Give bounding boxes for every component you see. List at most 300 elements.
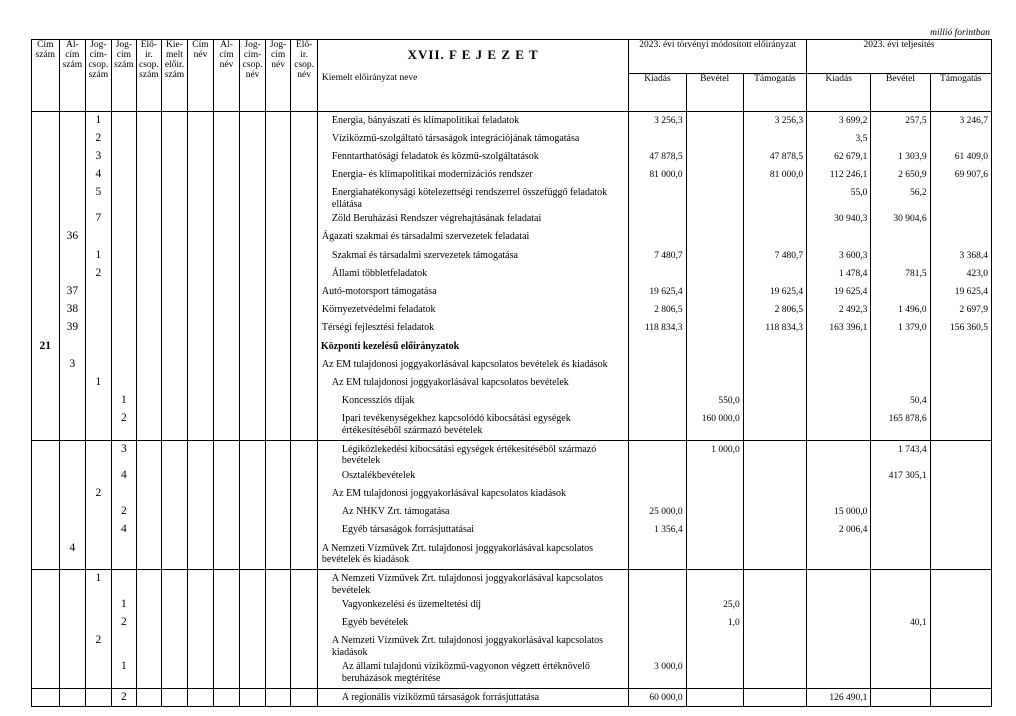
code-c1 bbox=[32, 247, 60, 265]
code-c1 bbox=[32, 210, 60, 228]
tamogatas-2023-telj bbox=[930, 410, 991, 440]
code-c3 bbox=[86, 658, 112, 688]
code-c5 bbox=[137, 166, 162, 184]
row-name: Térségi fejlesztési feladatok bbox=[317, 319, 628, 337]
name-code-cell bbox=[188, 570, 214, 597]
name-code-cell bbox=[188, 614, 214, 632]
bevetel-2023-mod bbox=[686, 228, 743, 246]
code-c3: 1 bbox=[86, 570, 112, 597]
name-code-cell bbox=[291, 184, 318, 210]
row-name: Központi kezelésű előirányzatok bbox=[317, 338, 628, 356]
tamogatas-2023-telj: 3 246,7 bbox=[930, 112, 991, 130]
code-c3 bbox=[86, 540, 112, 570]
table-row bbox=[32, 570, 992, 597]
tamogatas-2023-mod bbox=[743, 485, 806, 503]
name-code-cell bbox=[291, 319, 318, 337]
bevetel-2023-mod bbox=[686, 247, 743, 265]
name-code-cell bbox=[213, 112, 240, 130]
bevetel-2023-mod bbox=[686, 521, 743, 539]
name-code-cell bbox=[213, 130, 240, 148]
row-name: A Nemzeti Vízművek Zrt. tulajdonosi joggyakorlásával kapcsolatos kiadások bbox=[317, 632, 628, 658]
table-row bbox=[32, 148, 992, 166]
name-code-cell bbox=[291, 166, 318, 184]
name-code-cell bbox=[188, 228, 214, 246]
code-c4 bbox=[111, 356, 137, 374]
code-c3: 3 bbox=[86, 148, 112, 166]
row-name: Energia, bányászati és klímapolitikai feladatok bbox=[317, 112, 628, 130]
code-c1 bbox=[32, 112, 60, 130]
table-row bbox=[32, 166, 992, 184]
name-code-cell bbox=[240, 688, 266, 706]
bevetel-2023-telj: 1 496,0 bbox=[871, 301, 930, 319]
table-row bbox=[32, 467, 992, 485]
name-code-cell bbox=[240, 184, 266, 210]
bevetel-2023-telj: 417 305,1 bbox=[871, 467, 930, 485]
code-c5 bbox=[137, 467, 162, 485]
kiadas-2023-telj: 55,0 bbox=[807, 184, 871, 210]
kiadas-2023-mod: 1 356,4 bbox=[629, 521, 686, 539]
name-code-cell bbox=[291, 130, 318, 148]
code-c6 bbox=[161, 540, 188, 570]
kiadas-2023-mod: 25 000,0 bbox=[629, 503, 686, 521]
name-code-cell bbox=[213, 392, 240, 410]
code-c1 bbox=[32, 658, 60, 688]
name-code-cell bbox=[213, 540, 240, 570]
code-c6 bbox=[161, 410, 188, 440]
name-code-cell bbox=[291, 374, 318, 392]
kiadas-2023-mod bbox=[629, 467, 686, 485]
kiadas-2023-mod: 47 878,5 bbox=[629, 148, 686, 166]
kiadas-2023-mod bbox=[629, 356, 686, 374]
col-eloircsop: Elő-ir. csop. szám bbox=[137, 40, 162, 112]
col-jogcimcsop: Jog-cím-csop. szám bbox=[86, 40, 112, 112]
header-row-1 bbox=[32, 40, 992, 74]
name-code-cell bbox=[291, 485, 318, 503]
code-c6 bbox=[161, 658, 188, 688]
tamogatas-2023-mod bbox=[743, 130, 806, 148]
table-row bbox=[32, 356, 992, 374]
kiadas-2023-telj: 1 478,4 bbox=[807, 265, 871, 283]
code-c6 bbox=[161, 596, 188, 614]
kiadas-2023-mod bbox=[629, 614, 686, 632]
row-name: Az állami tulajdonú víziközmű-vagyonon végzett értéknövelő beruházások megtérítése bbox=[317, 658, 628, 688]
row-name: Légiközlekedési kibocsátási egységek értékesítéséből származó bevételek bbox=[317, 440, 628, 467]
name-code-cell bbox=[213, 614, 240, 632]
kiadas-2023-mod bbox=[629, 570, 686, 597]
code-c1 bbox=[32, 503, 60, 521]
name-code-cell bbox=[265, 184, 291, 210]
tamogatas-2023-mod bbox=[743, 392, 806, 410]
name-code-cell bbox=[240, 540, 266, 570]
tamogatas-2023-telj bbox=[930, 503, 991, 521]
kiadas-2023-telj bbox=[807, 540, 871, 570]
name-code-cell bbox=[265, 319, 291, 337]
bevetel-2023-mod bbox=[686, 688, 743, 706]
name-code-cell bbox=[265, 658, 291, 688]
tamogatas-2023-mod bbox=[743, 228, 806, 246]
name-code-cell bbox=[213, 265, 240, 283]
name-code-cell bbox=[188, 374, 214, 392]
name-code-cell bbox=[188, 503, 214, 521]
code-c2 bbox=[59, 148, 86, 166]
kiadas-2023-telj: 15 000,0 bbox=[807, 503, 871, 521]
table-row bbox=[32, 540, 992, 570]
name-code-cell bbox=[213, 319, 240, 337]
code-c3 bbox=[86, 688, 112, 706]
code-c5 bbox=[137, 503, 162, 521]
table-row bbox=[32, 338, 992, 356]
tamogatas-2023-mod: 81 000,0 bbox=[743, 166, 806, 184]
code-c1 bbox=[32, 632, 60, 658]
code-c1 bbox=[32, 130, 60, 148]
bevetel-2023-telj bbox=[871, 570, 930, 597]
code-c4: 3 bbox=[111, 440, 137, 467]
name-code-cell bbox=[265, 283, 291, 301]
bevetel-2023-telj bbox=[871, 658, 930, 688]
code-c2 bbox=[59, 410, 86, 440]
code-c3: 2 bbox=[86, 632, 112, 658]
name-code-cell bbox=[240, 658, 266, 688]
code-c2 bbox=[59, 688, 86, 706]
code-c5 bbox=[137, 210, 162, 228]
row-name: Energia- és klímapolitikai modernizációs rendszer bbox=[317, 166, 628, 184]
row-name: Fenntarthatósági feladatok és közmű-szolgáltatások bbox=[317, 148, 628, 166]
code-c3 bbox=[86, 283, 112, 301]
code-c4 bbox=[111, 570, 137, 597]
code-c2: 36 bbox=[59, 228, 86, 246]
bevetel-2023-telj: 40,1 bbox=[871, 614, 930, 632]
code-c3 bbox=[86, 521, 112, 539]
name-code-cell bbox=[240, 228, 266, 246]
bevetel-2023-mod: 1,0 bbox=[686, 614, 743, 632]
code-c6 bbox=[161, 374, 188, 392]
bevetel-2023-telj: 2 650,9 bbox=[871, 166, 930, 184]
tamogatas-2023-telj bbox=[930, 440, 991, 467]
code-c2 bbox=[59, 247, 86, 265]
bevetel-2023-mod bbox=[686, 301, 743, 319]
bevetel-2023-telj: 1 379,0 bbox=[871, 319, 930, 337]
code-c1 bbox=[32, 485, 60, 503]
code-c5 bbox=[137, 570, 162, 597]
code-c2: 3 bbox=[59, 356, 86, 374]
row-name: Az NHKV Zrt. támogatása bbox=[317, 503, 628, 521]
tamogatas-2023-mod bbox=[743, 632, 806, 658]
code-c2 bbox=[59, 112, 86, 130]
row-name: A regionális víziközmű társaságok forrásjuttatása bbox=[317, 688, 628, 706]
name-code-cell bbox=[213, 338, 240, 356]
tamogatas-2023-telj: 69 907,6 bbox=[930, 166, 991, 184]
code-c4 bbox=[111, 301, 137, 319]
col-bevetel-1: Bevétel bbox=[686, 73, 743, 112]
code-c1: 21 bbox=[32, 338, 60, 356]
name-code-cell bbox=[188, 210, 214, 228]
code-c3 bbox=[86, 440, 112, 467]
code-c3 bbox=[86, 503, 112, 521]
kiadas-2023-telj bbox=[807, 356, 871, 374]
name-code-cell bbox=[291, 338, 318, 356]
tamogatas-2023-mod bbox=[743, 210, 806, 228]
tamogatas-2023-mod bbox=[743, 658, 806, 688]
bevetel-2023-telj bbox=[871, 503, 930, 521]
code-c3: 4 bbox=[86, 166, 112, 184]
table-row bbox=[32, 688, 992, 706]
kiadas-2023-mod bbox=[629, 410, 686, 440]
name-code-cell bbox=[265, 166, 291, 184]
code-c5 bbox=[137, 356, 162, 374]
name-code-cell bbox=[291, 301, 318, 319]
name-code-cell bbox=[213, 356, 240, 374]
name-code-cell bbox=[265, 301, 291, 319]
name-code-cell bbox=[188, 440, 214, 467]
table-row bbox=[32, 228, 992, 246]
code-c2 bbox=[59, 485, 86, 503]
tamogatas-2023-telj: 423,0 bbox=[930, 265, 991, 283]
bevetel-2023-telj: 56,2 bbox=[871, 184, 930, 210]
code-c4: 1 bbox=[111, 596, 137, 614]
name-code-cell bbox=[265, 374, 291, 392]
name-code-cell bbox=[240, 503, 266, 521]
name-code-cell bbox=[265, 614, 291, 632]
code-c2 bbox=[59, 392, 86, 410]
tamogatas-2023-telj bbox=[930, 356, 991, 374]
code-c6 bbox=[161, 614, 188, 632]
bevetel-2023-mod bbox=[686, 570, 743, 597]
bevetel-2023-mod: 160 000,0 bbox=[686, 410, 743, 440]
kiadas-2023-mod bbox=[629, 485, 686, 503]
tamogatas-2023-telj bbox=[930, 184, 991, 210]
code-c4 bbox=[111, 319, 137, 337]
code-c2 bbox=[59, 338, 86, 356]
name-code-cell bbox=[265, 540, 291, 570]
row-name: Ágazati szakmai és társadalmi szervezetek feladatai bbox=[317, 228, 628, 246]
code-c4 bbox=[111, 228, 137, 246]
row-name: Zöld Beruházási Rendszer végrehajtásának feladatai bbox=[317, 210, 628, 228]
kiadas-2023-telj bbox=[807, 632, 871, 658]
bevetel-2023-telj: 165 878,6 bbox=[871, 410, 930, 440]
code-c5 bbox=[137, 319, 162, 337]
name-code-cell bbox=[240, 301, 266, 319]
name-code-cell bbox=[291, 247, 318, 265]
tamogatas-2023-telj: 156 360,5 bbox=[930, 319, 991, 337]
kiadas-2023-telj bbox=[807, 410, 871, 440]
bevetel-2023-telj bbox=[871, 688, 930, 706]
code-c4 bbox=[111, 166, 137, 184]
bevetel-2023-telj bbox=[871, 540, 930, 570]
bevetel-2023-mod bbox=[686, 210, 743, 228]
code-c2: 4 bbox=[59, 540, 86, 570]
code-c3: 7 bbox=[86, 210, 112, 228]
col-tamogatas-1: Támogatás bbox=[743, 73, 806, 112]
code-c4 bbox=[111, 265, 137, 283]
col-kiemelt: Kie-melt előir. szám bbox=[161, 40, 188, 112]
code-c3: 2 bbox=[86, 265, 112, 283]
code-c2: 37 bbox=[59, 283, 86, 301]
code-c6 bbox=[161, 521, 188, 539]
name-code-cell bbox=[291, 521, 318, 539]
name-code-cell bbox=[291, 283, 318, 301]
code-c6 bbox=[161, 485, 188, 503]
tamogatas-2023-telj bbox=[930, 570, 991, 597]
code-c5 bbox=[137, 148, 162, 166]
tamogatas-2023-mod: 47 878,5 bbox=[743, 148, 806, 166]
kiadas-2023-mod: 60 000,0 bbox=[629, 688, 686, 706]
code-c6 bbox=[161, 301, 188, 319]
code-c6 bbox=[161, 570, 188, 597]
code-c4 bbox=[111, 338, 137, 356]
code-c1 bbox=[32, 392, 60, 410]
bevetel-2023-telj bbox=[871, 374, 930, 392]
name-code-cell bbox=[291, 632, 318, 658]
code-c4 bbox=[111, 184, 137, 210]
kiemelt-nev-header: Kiemelt előirányzat neve bbox=[317, 73, 628, 112]
name-code-cell bbox=[240, 356, 266, 374]
code-c4 bbox=[111, 247, 137, 265]
name-code-cell bbox=[188, 112, 214, 130]
code-c3: 1 bbox=[86, 247, 112, 265]
name-code-cell bbox=[240, 485, 266, 503]
kiadas-2023-telj bbox=[807, 338, 871, 356]
tamogatas-2023-mod bbox=[743, 540, 806, 570]
kiadas-2023-mod bbox=[629, 392, 686, 410]
table-row bbox=[32, 485, 992, 503]
code-c4: 4 bbox=[111, 521, 137, 539]
kiadas-2023-telj: 62 679,1 bbox=[807, 148, 871, 166]
tamogatas-2023-mod bbox=[743, 688, 806, 706]
name-code-cell bbox=[213, 410, 240, 440]
code-c6 bbox=[161, 338, 188, 356]
name-code-cell bbox=[188, 521, 214, 539]
code-c2 bbox=[59, 210, 86, 228]
name-code-cell bbox=[291, 503, 318, 521]
name-code-cell bbox=[265, 338, 291, 356]
table-row bbox=[32, 210, 992, 228]
bevetel-2023-telj bbox=[871, 228, 930, 246]
name-code-cell bbox=[240, 632, 266, 658]
tamogatas-2023-mod bbox=[743, 503, 806, 521]
code-c5 bbox=[137, 658, 162, 688]
code-c2 bbox=[59, 521, 86, 539]
code-c4 bbox=[111, 632, 137, 658]
code-c1 bbox=[32, 228, 60, 246]
code-c6 bbox=[161, 632, 188, 658]
bevetel-2023-mod bbox=[686, 540, 743, 570]
tamogatas-2023-mod bbox=[743, 570, 806, 597]
code-c2 bbox=[59, 184, 86, 210]
name-code-cell bbox=[213, 210, 240, 228]
name-code-cell bbox=[291, 596, 318, 614]
kiadas-2023-telj: 163 396,1 bbox=[807, 319, 871, 337]
tamogatas-2023-mod bbox=[743, 596, 806, 614]
table-row bbox=[32, 521, 992, 539]
kiadas-2023-telj bbox=[807, 228, 871, 246]
code-c1 bbox=[32, 521, 60, 539]
name-code-cell bbox=[240, 440, 266, 467]
name-code-cell bbox=[240, 283, 266, 301]
name-code-cell bbox=[240, 210, 266, 228]
code-c3 bbox=[86, 467, 112, 485]
table-row bbox=[32, 392, 992, 410]
code-c5 bbox=[137, 374, 162, 392]
kiadas-2023-mod: 3 000,0 bbox=[629, 658, 686, 688]
code-c1 bbox=[32, 184, 60, 210]
name-code-cell bbox=[188, 632, 214, 658]
table-row bbox=[32, 614, 992, 632]
tamogatas-2023-telj bbox=[930, 210, 991, 228]
bevetel-2023-mod bbox=[686, 319, 743, 337]
bevetel-2023-mod bbox=[686, 485, 743, 503]
tamogatas-2023-mod bbox=[743, 614, 806, 632]
code-c2 bbox=[59, 570, 86, 597]
name-code-cell bbox=[291, 228, 318, 246]
kiadas-2023-telj: 112 246,1 bbox=[807, 166, 871, 184]
name-code-cell bbox=[213, 632, 240, 658]
unit-note: millió forintban bbox=[930, 28, 990, 38]
code-c2 bbox=[59, 130, 86, 148]
name-code-cell bbox=[291, 614, 318, 632]
name-code-cell bbox=[291, 410, 318, 440]
kiadas-2023-mod: 2 806,5 bbox=[629, 301, 686, 319]
code-c5 bbox=[137, 632, 162, 658]
name-code-cell bbox=[213, 374, 240, 392]
name-code-cell bbox=[265, 410, 291, 440]
name-code-cell bbox=[188, 130, 214, 148]
row-name: Autó-motorsport támogatása bbox=[317, 283, 628, 301]
code-c6 bbox=[161, 392, 188, 410]
code-c5 bbox=[137, 228, 162, 246]
name-code-cell bbox=[213, 283, 240, 301]
code-c2 bbox=[59, 440, 86, 467]
tamogatas-2023-mod: 118 834,3 bbox=[743, 319, 806, 337]
name-code-cell bbox=[188, 283, 214, 301]
code-c6 bbox=[161, 283, 188, 301]
name-code-cell bbox=[240, 467, 266, 485]
tamogatas-2023-telj bbox=[930, 614, 991, 632]
name-code-cell bbox=[188, 301, 214, 319]
name-code-cell bbox=[213, 503, 240, 521]
code-c3 bbox=[86, 392, 112, 410]
name-code-cell bbox=[188, 247, 214, 265]
code-c2 bbox=[59, 614, 86, 632]
tamogatas-2023-telj: 19 625,4 bbox=[930, 283, 991, 301]
name-code-cell bbox=[188, 467, 214, 485]
code-c2 bbox=[59, 166, 86, 184]
bevetel-2023-telj bbox=[871, 247, 930, 265]
name-code-cell bbox=[265, 596, 291, 614]
code-c3 bbox=[86, 596, 112, 614]
name-code-cell bbox=[265, 130, 291, 148]
code-c5 bbox=[137, 247, 162, 265]
code-c1 bbox=[32, 440, 60, 467]
bevetel-2023-telj bbox=[871, 130, 930, 148]
name-code-cell bbox=[240, 521, 266, 539]
code-c5 bbox=[137, 301, 162, 319]
row-name: Energiahatékonysági kötelezettségi rendszerrel összefüggő feladatok ellátása bbox=[317, 184, 628, 210]
bevetel-2023-telj: 50,4 bbox=[871, 392, 930, 410]
tamogatas-2023-mod bbox=[743, 440, 806, 467]
code-c2: 38 bbox=[59, 301, 86, 319]
bevetel-2023-telj: 781,5 bbox=[871, 265, 930, 283]
code-c1 bbox=[32, 283, 60, 301]
bevetel-2023-telj bbox=[871, 485, 930, 503]
name-code-cell bbox=[240, 374, 266, 392]
row-name: Állami többletfeladatok bbox=[317, 265, 628, 283]
kiadas-2023-mod bbox=[629, 130, 686, 148]
table-row bbox=[32, 374, 992, 392]
code-c6 bbox=[161, 356, 188, 374]
kiadas-2023-telj bbox=[807, 374, 871, 392]
name-code-cell bbox=[188, 596, 214, 614]
tamogatas-2023-telj bbox=[930, 392, 991, 410]
